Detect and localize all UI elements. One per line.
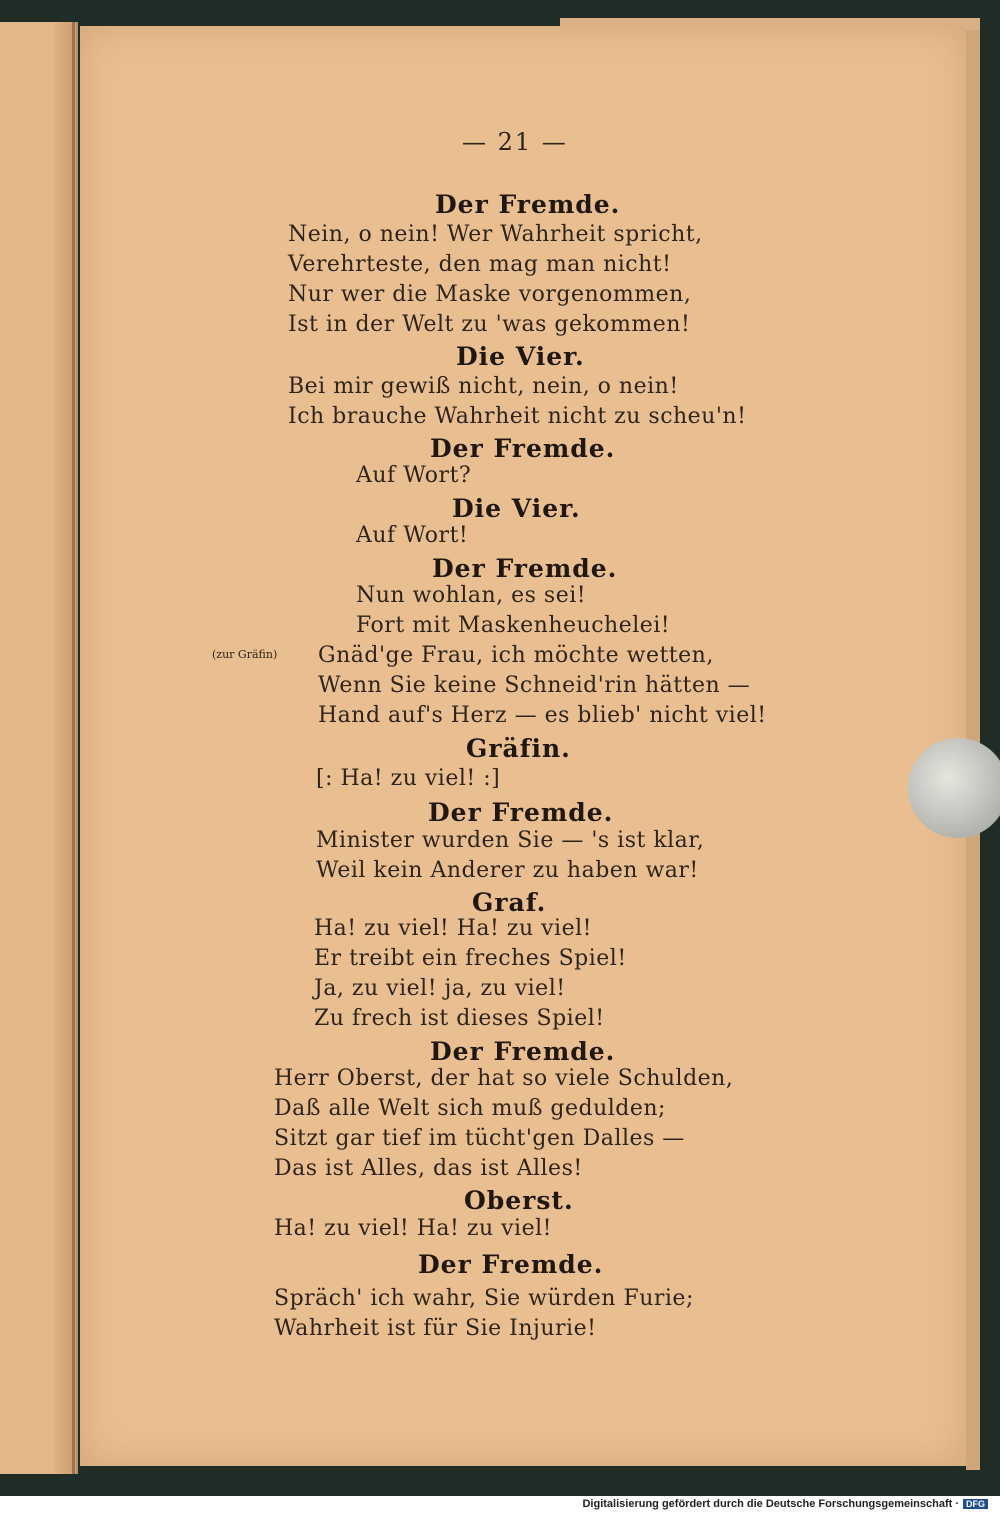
verse-line: Verehrteste, den mag man nicht! bbox=[288, 252, 672, 277]
page-number: — 21 — bbox=[462, 128, 568, 156]
verse-line: Ich brauche Wahrheit nicht zu scheu'n! bbox=[288, 404, 747, 429]
speaker-name: Der Fremde. bbox=[432, 554, 618, 583]
verse-line: Weil kein Anderer zu haben war! bbox=[316, 858, 699, 883]
speaker-name: Der Fremde. bbox=[428, 798, 614, 827]
verse-line: Ha! zu viel! Ha! zu viel! bbox=[274, 1216, 552, 1241]
speaker-name: Der Fremde. bbox=[430, 1037, 616, 1066]
speaker-name: Der Fremde. bbox=[435, 190, 621, 219]
verse-line: Nun wohlan, es sei! bbox=[356, 583, 587, 608]
verse-line: Minister wurden Sie — 's ist klar, bbox=[316, 828, 705, 853]
verse-line: Daß alle Welt sich muß gedulden; bbox=[274, 1096, 666, 1121]
verse-line: Spräch' ich wahr, Sie würden Furie; bbox=[274, 1286, 694, 1311]
verse-line: Gnäd'ge Frau, ich möchte wetten, bbox=[318, 643, 714, 668]
funding-credit-text: Digitalisierung gefördert durch die Deutsche Forschungsgemeinschaft · bbox=[582, 1498, 959, 1510]
footer-bar bbox=[0, 1496, 1000, 1515]
speaker-name: Die Vier. bbox=[452, 494, 581, 523]
verse-line: [: Ha! zu viel! :] bbox=[316, 766, 501, 791]
verse-line: Er treibt ein freches Spiel! bbox=[314, 946, 627, 971]
speaker-name: Die Vier. bbox=[456, 342, 585, 371]
speaker-name: Gräfin. bbox=[466, 734, 571, 763]
verse-line: Zu frech ist dieses Spiel! bbox=[314, 1006, 605, 1031]
speaker-name: Oberst. bbox=[464, 1186, 574, 1215]
stage-direction: (zur Gräfin) bbox=[212, 648, 278, 661]
binding-fold bbox=[72, 22, 75, 1474]
verse-line: Ja, zu viel! ja, zu viel! bbox=[314, 976, 566, 1001]
verse-line: Fort mit Maskenheuchelei! bbox=[356, 613, 671, 638]
verse-line: Bei mir gewiß nicht, nein, o nein! bbox=[288, 374, 679, 399]
verse-line: Das ist Alles, das ist Alles! bbox=[274, 1156, 583, 1181]
speaker-name: Graf. bbox=[472, 888, 547, 917]
verse-line: Ist in der Welt zu 'was gekommen! bbox=[288, 312, 691, 337]
verse-line: Herr Oberst, der hat so viele Schulden, bbox=[274, 1066, 734, 1091]
page-clip bbox=[908, 738, 1000, 838]
funding-credit bbox=[582, 1498, 988, 1510]
verse-line: Auf Wort! bbox=[356, 523, 469, 548]
verse-line: Ha! zu viel! Ha! zu viel! bbox=[314, 916, 592, 941]
verse-line: Sitzt gar tief im tücht'gen Dalles — bbox=[274, 1126, 685, 1151]
verse-line: Wahrheit ist für Sie Injurie! bbox=[274, 1316, 597, 1341]
speaker-name: Der Fremde. bbox=[430, 434, 616, 463]
verse-line: Nur wer die Maske vorgenommen, bbox=[288, 282, 692, 307]
speaker-name: Der Fremde. bbox=[418, 1250, 604, 1279]
dfg-logo: DFG bbox=[963, 1499, 988, 1509]
verse-line: Auf Wort? bbox=[356, 463, 472, 488]
verse-line: Hand auf's Herz — es blieb' nicht viel! bbox=[318, 703, 767, 728]
verse-line: Wenn Sie keine Schneid'rin hätten — bbox=[318, 673, 751, 698]
verse-line: Nein, o nein! Wer Wahrheit spricht, bbox=[288, 222, 703, 247]
